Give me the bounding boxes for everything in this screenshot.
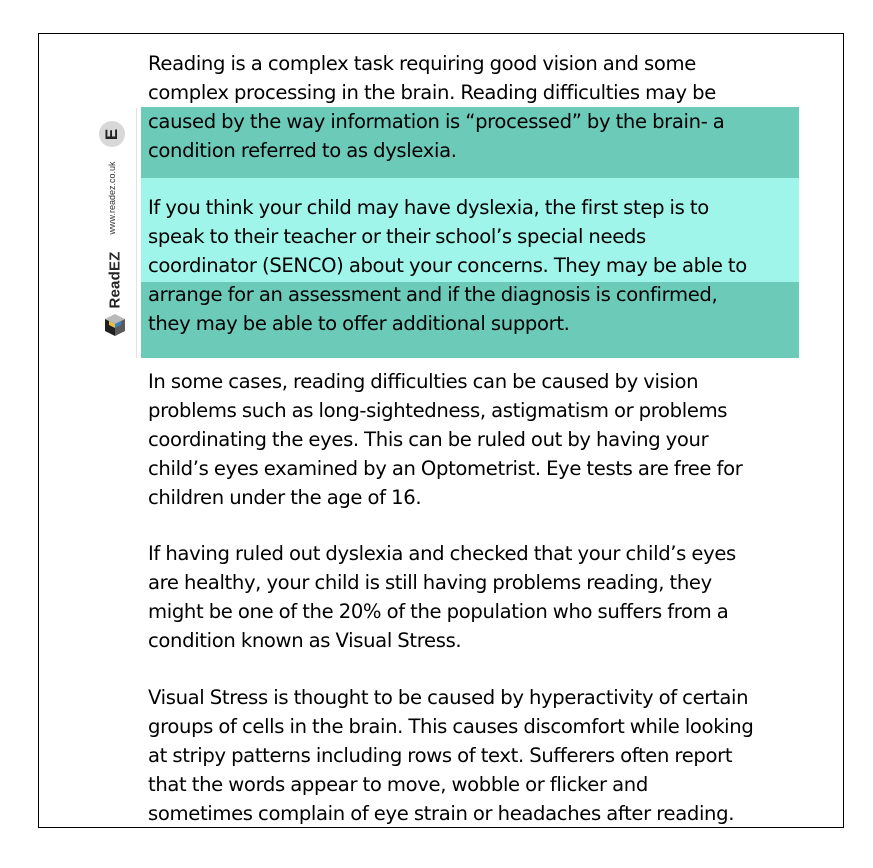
text-line: If you think your child may have dyslexia, the first step is to [148, 196, 709, 219]
text-line: speak to their teacher or their school’s special needs [148, 225, 646, 248]
text-line: child’s eyes examined by an Optometrist. Eye tests are free for [148, 457, 743, 480]
e-badge-icon [99, 121, 125, 147]
text-line: Reading is a complex task requiring good vision and some [148, 52, 696, 75]
paragraph-1 [148, 49, 724, 165]
paragraph-4 [148, 539, 736, 655]
readez-url: www.readez.co.uk [107, 161, 117, 235]
brand-ez: EZ [106, 251, 124, 272]
text-line: condition known as Visual Stress. [148, 629, 462, 652]
text-line: condition referred to as dyslexia. [148, 139, 457, 162]
paragraph-2 [148, 193, 747, 338]
text-line: Visual Stress is thought to be caused by hyperactivity of certain [148, 686, 749, 709]
brand-read: Read [106, 271, 124, 309]
text-line: In some cases, reading difficulties can be caused by vision [148, 370, 699, 393]
text-line: sometimes complain of eye strain or headaches after reading. [148, 802, 735, 825]
badge-letter: E [102, 128, 122, 140]
text-line: coordinating the eyes. This can be ruled out by having your [148, 428, 709, 451]
text-line: might be one of the 20% of the population who suffers from a [148, 600, 729, 623]
text-line: children under the age of 16. [148, 486, 422, 509]
readez-logo-text [107, 251, 124, 308]
text-line: that the words appear to move, wobble or flicker and [148, 773, 648, 796]
text-line: complex processing in the brain. Reading difficulties may be [148, 81, 716, 104]
text-line: problems such as long-sightedness, astigmatism or problems [148, 399, 728, 422]
text-line: If having ruled out dyslexia and checked that your child’s eyes [148, 542, 736, 565]
text-line: coordinator (SENCO) about your concerns. They may be able to [148, 254, 747, 277]
paragraph-5 [148, 683, 753, 828]
paragraph-3 [148, 367, 742, 512]
cube-logo-icon [104, 313, 126, 337]
text-line: at stripy patterns including rows of text. Sufferers often report [148, 744, 733, 767]
text-line: groups of cells in the brain. This causes discomfort while looking [148, 715, 754, 738]
text-line: caused by the way information is “processed” by the brain- a [148, 110, 725, 133]
text-line: are healthy, your child is still having problems reading, they [148, 571, 712, 594]
text-line: they may be able to offer additional support. [148, 312, 570, 335]
text-line: arrange for an assessment and if the diagnosis is confirmed, [148, 283, 718, 306]
